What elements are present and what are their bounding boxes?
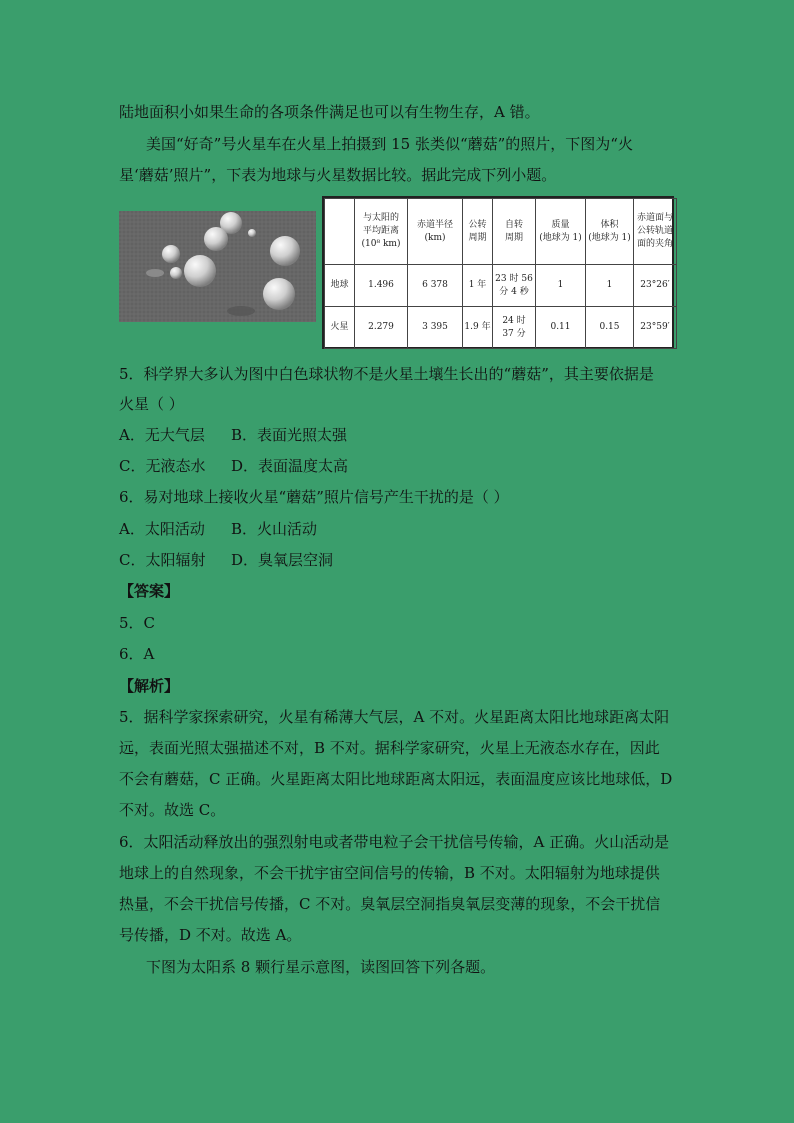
question-5-stem-2: 火星（ ） [119,395,184,413]
table-header-cell [325,199,355,265]
table-cell: 23°26′ [634,265,677,307]
table-cell: 1.496 [355,265,408,307]
option-a: A．太阳活动 [119,520,205,538]
analysis-5-line-3: 不会有蘑菇，C 正确。火星距离太阳比地球距离太阳远，表面温度应该比地球低，D [119,770,673,788]
table-cell: 24 时 37 分 [493,307,536,349]
mars-mushroom-photo [119,211,316,322]
table-cell: 2.279 [355,307,408,349]
analysis-6-line-1: 6．太阳活动释放出的强烈射电或者带电粒子会干扰信号传输，A 正确。火山活动是 [119,833,670,851]
analysis-6-line-4: 号传播，D 不对。故选 A。 [119,926,302,944]
earth-mars-comparison-table [322,196,674,349]
analysis-5-line-4: 不对。故选 C。 [119,801,226,819]
table-cell: 1 [586,265,634,307]
table-header-distance: 与太阳的 平均距离 (10⁸ km) [355,199,408,265]
next-passage: 下图为太阳系 8 颗行星示意图，读图回答下列各题。 [146,958,496,976]
table-cell: 6 378 [408,265,463,307]
option-d: D．臭氧层空洞 [231,551,334,569]
table-row-mars [325,307,677,349]
table-header-radius: 赤道半径 (km) [408,199,463,265]
mars-mushroom-photo-icon [119,211,316,322]
intro-line: 陆地面积小如果生命的各项条件满足也可以有生物生存，A 错。 [119,103,540,121]
table-row-earth [325,265,677,307]
answer-6: 6．A [119,645,155,663]
table-cell: 0.11 [536,307,586,349]
table-header-tilt: 赤道面与 公转轨道 面的夹角 [634,199,677,265]
answer-heading: 【答案】 [119,582,180,600]
question-6-stem: 6．易对地球上接收火星“蘑菇”照片信号产生干扰的是（ ） [119,488,509,506]
option-d: D．表面温度太高 [231,457,349,475]
option-b: B．火山活动 [231,520,318,538]
passage-line-1: 美国“好奇”号火星车在火星上拍摄到 15 张类似“蘑菇”的照片，下图为“火 [146,135,633,153]
table-cell: 3 395 [408,307,463,349]
option-a: A．无大气层 [119,426,205,444]
question-5-stem-1: 5．科学界大多认为图中白色球状物不是火星土壤生长出的“蘑菇”，其主要依据是 [119,365,654,383]
table-cell: 23 时 56 分 4 秒 [493,265,536,307]
table-cell: 地球 [325,265,355,307]
answer-5: 5．C [119,614,156,632]
table-cell: 火星 [325,307,355,349]
question-6-options-row-1 [119,519,679,539]
analysis-5-line-1: 5．据科学家探索研究，火星有稀薄大气层，A 不对。火星距离太阳比地球距离太阳 [119,708,670,726]
option-c: C．无液态水 [119,457,206,475]
table-header-volume: 体积 (地球为 1) [586,199,634,265]
analysis-6-line-2: 地球上的自然现象，不会干扰宇宙空间信号的传输，B 不对。太阳辐射为地球提供 [119,864,660,882]
table-cell: 0.15 [586,307,634,349]
passage-line-2: 星‘蘑菇’照片”，下表为地球与火星数据比较。据此完成下列小题。 [119,166,557,184]
option-c: C．太阳辐射 [119,551,206,569]
analysis-5-line-2: 远，表面光照太强描述不对，B 不对。据科学家研究，火星上无液态水存在，因此 [119,739,660,757]
analysis-6-line-3: 热量，不会干扰信号传播，C 不对。臭氧层空洞指臭氧层变薄的现象，不会干扰信 [119,895,661,913]
table-header-revolution: 公转 周期 [463,199,493,265]
question-6-options-row-2 [119,550,679,570]
table-cell: 1 年 [463,265,493,307]
analysis-heading: 【解析】 [119,677,180,695]
question-5-options-row-1 [119,425,679,445]
option-b: B．表面光照太强 [231,426,348,444]
table-cell: 23°59′ [634,307,677,349]
table-cell: 1 [536,265,586,307]
table-cell: 1.9 年 [463,307,493,349]
table-header-rotation: 自转 周期 [493,199,536,265]
table-header-mass: 质量 (地球为 1) [536,199,586,265]
question-5-options-row-2 [119,456,679,476]
